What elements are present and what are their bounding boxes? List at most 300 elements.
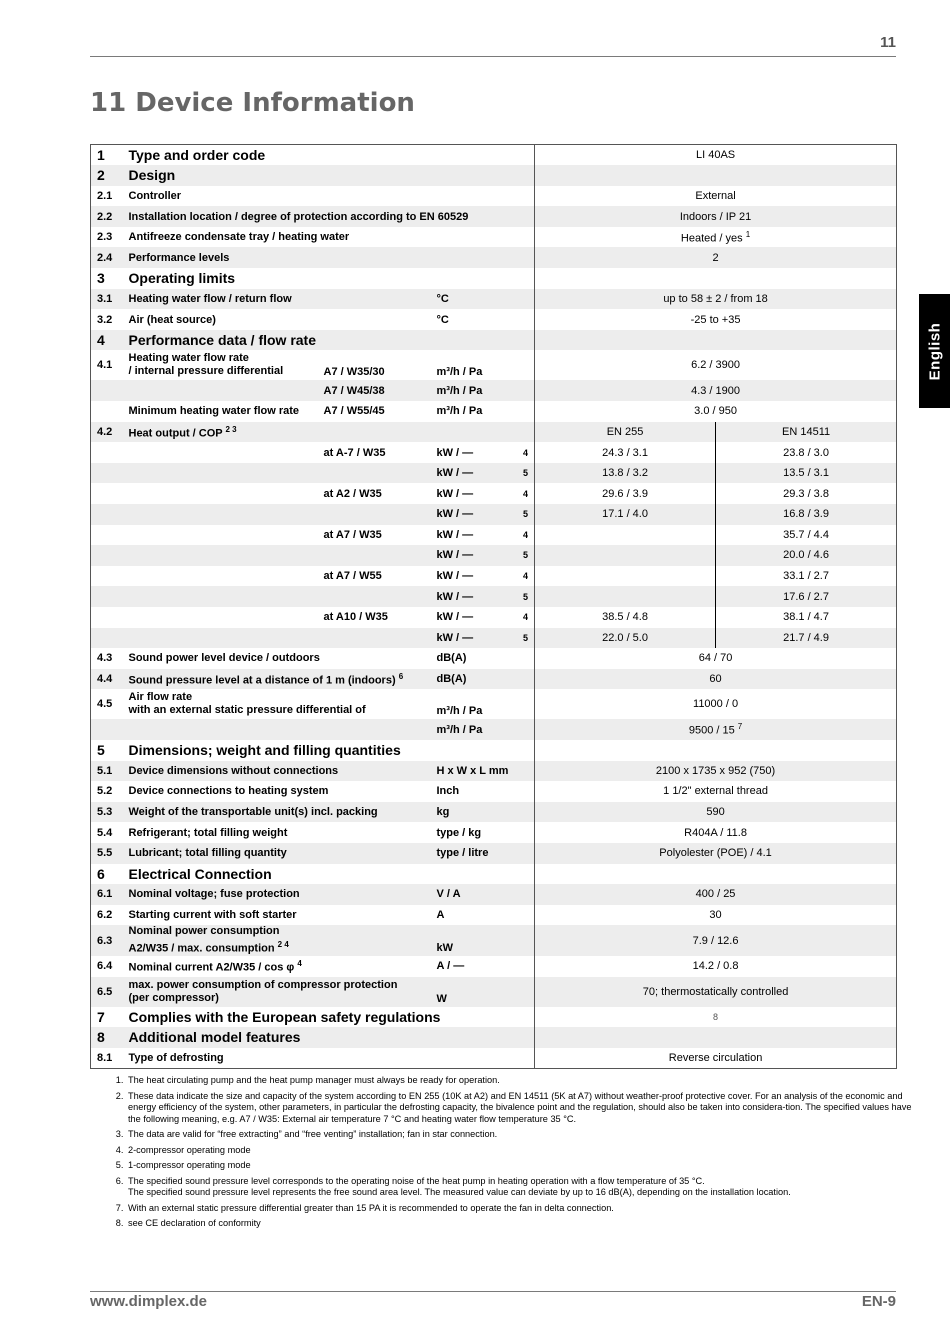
row-label <box>123 1048 535 1069</box>
table-row <box>91 607 897 628</box>
table-row <box>91 566 897 587</box>
value-en255: 22.0 / 5.0 <box>535 628 716 649</box>
row-condition: at A2 / W35 <box>323 487 382 500</box>
row-unit: W <box>431 977 535 1007</box>
value-en14511: 38.1 / 4.7 <box>783 611 829 624</box>
row-number <box>91 442 123 463</box>
row-label-line: / internal pressure differential <box>128 365 284 378</box>
row-label <box>123 463 318 484</box>
row-number: 4.5 <box>97 698 113 711</box>
row-condition <box>318 504 431 525</box>
row-unit: m³/h / Pa <box>436 366 483 379</box>
row-label <box>123 586 318 607</box>
row-value <box>535 864 897 885</box>
row-number: 3.1 <box>91 289 123 310</box>
section-row <box>91 145 897 166</box>
row-condition: at A7 / W35 <box>323 528 382 541</box>
row-number: 5.1 <box>91 761 123 782</box>
row-value <box>535 761 897 782</box>
row-label-line: Dimensions; weight and filling quantities <box>128 742 401 759</box>
row-label <box>123 289 431 310</box>
row-label <box>123 380 318 401</box>
row-value-text: 400 / 25 <box>695 888 736 901</box>
row-value-text: up to 58 ± 2 / from 18 <box>663 292 768 305</box>
row-label-line: Performance levels <box>128 251 230 264</box>
row-unit: °C <box>431 289 535 310</box>
table-row <box>91 380 897 401</box>
table-row <box>91 628 897 649</box>
row-label <box>123 186 535 207</box>
row-number <box>91 463 123 484</box>
row-value <box>535 740 897 761</box>
row-label-line: A2/W35 / max. consumption <box>128 942 275 955</box>
section-row <box>91 1027 897 1048</box>
row-label-line: Operating limits <box>128 270 236 287</box>
table-row <box>91 689 897 719</box>
row-label <box>123 525 318 546</box>
row-number <box>91 607 123 628</box>
row-label-line: Nominal voltage; fuse protection <box>128 888 300 901</box>
row-label-line: Heating water flow rate <box>128 352 249 365</box>
row-unit: kg <box>431 802 535 823</box>
row-label <box>123 422 318 443</box>
row-number: 5.5 <box>91 843 123 864</box>
row-number: 4 <box>91 330 123 351</box>
row-value-text: 1 1/2" external thread <box>663 785 768 798</box>
row-label-line: Performance data / flow rate <box>128 332 317 349</box>
row-value <box>535 977 897 1007</box>
table-row <box>91 309 897 330</box>
row-value-text: External <box>695 189 736 202</box>
top-rule <box>90 56 896 57</box>
table-row <box>91 463 897 484</box>
table-row <box>91 781 897 802</box>
row-number <box>91 545 123 566</box>
row-label <box>123 350 318 380</box>
row-number: 8 <box>91 1027 123 1048</box>
row-number: 8.1 <box>97 1051 113 1064</box>
row-label-line: Complies with the European safety regulations <box>128 1008 441 1025</box>
footnote-ref: 2 4 <box>277 940 289 950</box>
row-unit: m³/h / Pa <box>431 380 535 401</box>
row-condition: at A10 / W35 <box>323 611 388 624</box>
row-footnote-ref: 4 <box>523 612 529 623</box>
row-number: 6.5 <box>91 977 123 1007</box>
value-en14511: 35.7 / 4.4 <box>783 528 829 541</box>
row-value-text: 2 <box>712 251 719 264</box>
section-row <box>91 165 897 186</box>
row-label <box>123 607 318 628</box>
row-number <box>91 525 123 546</box>
row-value <box>535 145 897 166</box>
row-unit: Inch <box>436 785 460 798</box>
table-row <box>91 648 897 669</box>
row-label-line: Weight of the transportable unit(s) incl. packing <box>128 806 378 819</box>
row-unit: H x W x L mm <box>431 761 535 782</box>
footnote: 2. These data indicate the size and capacity of the system according to EN 255 (10K at A2) and EN 14511 (5K at A7) without weather-proof protective cover. For an analysis of the economic and energy efficiency of the system, other parameters, in particular the defrosting capacity, the bivalence point and the regulation, should also be taken into considera-tion. The specified values have the following meaning, e.g. A7 / W35: External air temperature 7 °C and heating water flow temperature 35 °C. <box>126 1091 912 1126</box>
row-unit: °C <box>436 313 449 326</box>
row-label <box>123 1027 535 1048</box>
row-label-line: Installation location / degree of protection according to EN 60529 <box>128 210 469 223</box>
row-value <box>535 925 897 956</box>
row-unit: kW / — <box>431 545 517 566</box>
row-unit: kW / — <box>436 528 474 541</box>
row-label <box>123 309 431 330</box>
row-footnote-ref: 4 <box>523 529 529 540</box>
footnote-ref: 1 <box>745 229 751 239</box>
row-value <box>535 884 897 905</box>
value-en255: 29.6 / 3.9 <box>535 483 716 504</box>
row-value <box>535 247 897 268</box>
table-row <box>91 761 897 782</box>
language-tab-label: English <box>926 322 944 380</box>
row-unit: A <box>436 908 445 921</box>
value-en14511: 20.0 / 4.6 <box>716 545 897 566</box>
value-en14511: 17.6 / 2.7 <box>716 586 897 607</box>
row-number: 6.1 <box>91 884 123 905</box>
row-number: 6.3 <box>91 925 123 956</box>
table-row <box>91 350 897 380</box>
row-label-line: Type of defrosting <box>128 1051 224 1064</box>
row-value <box>535 1007 897 1028</box>
row-value-text: 590 <box>706 806 725 819</box>
row-label <box>123 227 535 248</box>
row-condition: A7 / W55/45 <box>323 405 385 418</box>
table-row <box>91 719 897 740</box>
table-row <box>91 504 897 525</box>
row-label <box>123 145 535 166</box>
row-label <box>123 504 318 525</box>
row-label <box>123 268 535 289</box>
row-value <box>535 689 897 719</box>
row-value <box>535 206 897 227</box>
row-label <box>123 545 318 566</box>
page-title: 11 Device Information <box>90 88 415 118</box>
table-row <box>91 545 897 566</box>
value-en14511: 21.7 / 4.9 <box>716 628 897 649</box>
row-label-line: Nominal power consumption <box>128 925 280 938</box>
table-row <box>91 586 897 607</box>
row-value-text: -25 to +35 <box>690 313 741 326</box>
table-row <box>91 422 897 443</box>
footer-url[interactable]: www.dimplex.de <box>90 1293 207 1310</box>
row-condition: at A7 / W55 <box>323 570 382 583</box>
row-label-line: Sound power level device / outdoors <box>128 652 320 665</box>
value-en255: 17.1 / 4.0 <box>535 504 716 525</box>
table-row <box>91 289 897 310</box>
row-number <box>91 566 123 587</box>
row-value-text: LI 40AS <box>695 149 736 162</box>
row-footnote-ref: 5 <box>517 545 535 566</box>
row-number: 3.2 <box>97 313 113 326</box>
value-en255 <box>535 525 716 546</box>
row-number: 2.4 <box>91 247 123 268</box>
row-value-text: 11000 / 0 <box>693 698 739 711</box>
row-footnote-ref: 5 <box>517 463 535 484</box>
row-value-text: R404A / 11.8 <box>684 826 747 839</box>
row-label-line: Electrical Connection <box>128 865 272 882</box>
row-unit: kW / — <box>436 570 474 583</box>
section-row <box>91 1007 897 1028</box>
value-en14511: EN 14511 <box>716 422 897 443</box>
table-row <box>91 186 897 207</box>
row-condition: at A-7 / W35 <box>323 446 386 459</box>
row-value <box>535 1027 897 1048</box>
row-unit: kW / — <box>436 446 474 459</box>
row-footnote-ref: 4 <box>523 571 529 582</box>
value-en255: 13.8 / 3.2 <box>535 463 716 484</box>
row-condition: A7 / W35/30 <box>323 366 385 379</box>
row-number: 2.2 <box>91 206 123 227</box>
row-condition <box>318 422 431 443</box>
table-row <box>91 206 897 227</box>
row-value <box>535 309 897 330</box>
row-value-text: Indoors / IP 21 <box>679 210 752 223</box>
row-number <box>91 504 123 525</box>
table-row <box>91 843 897 864</box>
row-value-text: 60 <box>709 673 722 686</box>
row-value <box>535 648 897 669</box>
row-label <box>123 483 318 504</box>
row-label-line: Air flow rate <box>128 691 193 704</box>
row-label-line: max. power consumption of compressor protection <box>128 978 398 991</box>
value-en255: 38.5 / 4.8 <box>535 607 716 628</box>
table-row <box>91 525 897 546</box>
row-condition <box>318 628 431 649</box>
row-condition <box>318 586 431 607</box>
table-row <box>91 956 897 977</box>
row-label-text: Heat output / COP <box>128 427 223 440</box>
row-value <box>535 905 897 926</box>
row-value <box>535 380 897 401</box>
row-label <box>123 330 535 351</box>
section-row <box>91 864 897 885</box>
table-row <box>91 483 897 504</box>
row-label <box>123 802 431 823</box>
row-label <box>123 689 431 719</box>
row-label <box>123 1007 535 1028</box>
row-label <box>123 740 535 761</box>
row-label-line: Minimum heating water flow rate <box>128 405 300 418</box>
row-number: 4.2 <box>91 422 123 443</box>
row-label-line: (per compressor) <box>128 991 219 1004</box>
row-number: 3 <box>97 270 105 287</box>
row-number: 5.4 <box>97 826 113 839</box>
table-row <box>91 442 897 463</box>
footnote: 3. The data are valid for “free extracting” and “free venting” installation; fan in star connection. <box>126 1129 912 1141</box>
row-label-line: Device connections to heating system <box>128 785 329 798</box>
table-row <box>91 884 897 905</box>
value-en14511: 23.8 / 3.0 <box>783 446 829 459</box>
table-row <box>91 1048 897 1069</box>
row-number <box>91 586 123 607</box>
row-label-line: with an external static pressure differential of <box>128 704 366 717</box>
table-row <box>91 669 897 690</box>
footnote: 5. 1-compressor operating mode <box>126 1160 912 1172</box>
row-label <box>123 761 431 782</box>
row-value-text: 6.2 / 3900 <box>691 359 741 372</box>
footnote: 7. With an external static pressure differential greater than 15 PA it is recommended to operate the fan in delta connection. <box>126 1203 912 1215</box>
footnote-ref: 4 <box>297 958 302 968</box>
row-number <box>91 483 123 504</box>
row-number: 5.2 <box>97 785 113 798</box>
row-value-text: 7.9 / 12.6 <box>692 934 739 947</box>
bottom-rule <box>90 1291 896 1292</box>
value-en14511: 33.1 / 2.7 <box>783 570 829 583</box>
row-label <box>123 566 318 587</box>
row-number <box>91 401 123 422</box>
row-label-line: Type and order code <box>128 147 266 164</box>
row-value-text: Heated / yes <box>680 232 743 245</box>
row-label-line: Refrigerant; total filling weight <box>128 826 288 839</box>
row-footnote-ref: 5 <box>517 586 535 607</box>
table-row <box>91 247 897 268</box>
row-value-text: 70; thermostatically controlled <box>642 985 789 998</box>
row-value-text: 4.3 / 1900 <box>691 384 741 397</box>
row-label-line: Additional model features <box>128 1029 301 1046</box>
footnote: 8. see CE declaration of conformity <box>126 1218 912 1230</box>
row-number: 4.3 <box>97 652 113 665</box>
row-label <box>123 628 318 649</box>
row-label-line: Antifreeze condensate tray / heating water <box>128 231 350 244</box>
row-unit: kW / — <box>431 504 517 525</box>
row-unit: A / — <box>436 960 465 973</box>
row-value <box>535 802 897 823</box>
row-footnote-ref: 5 <box>517 504 535 525</box>
row-label-line: Device dimensions without connections <box>128 764 339 777</box>
row-label <box>123 648 431 669</box>
row-value <box>535 401 897 422</box>
row-label <box>123 884 431 905</box>
row-value-text: 8 <box>713 1011 719 1022</box>
row-value <box>535 669 897 690</box>
row-unit: m³/h / Pa <box>436 405 483 418</box>
row-value <box>535 227 897 248</box>
row-unit: m³/h / Pa <box>431 719 535 740</box>
row-label <box>123 165 535 186</box>
table-row <box>91 401 897 422</box>
row-label-line: Controller <box>128 189 182 202</box>
row-label <box>123 669 431 690</box>
row-condition: A7 / W45/38 <box>318 380 431 401</box>
row-number: 4.4 <box>91 669 123 690</box>
row-number <box>91 719 123 740</box>
row-unit: dB(A) <box>431 669 535 690</box>
row-label <box>123 247 535 268</box>
value-en14511: 16.8 / 3.9 <box>716 504 897 525</box>
table-row <box>91 227 897 248</box>
row-unit <box>431 422 517 443</box>
row-unit: dB(A) <box>436 652 467 665</box>
row-number: 6.2 <box>97 908 113 921</box>
row-number: 1 <box>97 147 105 164</box>
row-label <box>123 822 431 843</box>
row-label <box>123 401 318 422</box>
row-label-line: Design <box>128 167 176 184</box>
value-en255 <box>535 566 716 587</box>
row-condition <box>318 463 431 484</box>
row-label <box>123 956 431 977</box>
value-en14511: 29.3 / 3.8 <box>783 487 829 500</box>
row-number <box>91 380 123 401</box>
row-unit: kW <box>431 925 535 956</box>
row-value-text: Polyolester (POE) / 4.1 <box>659 847 772 860</box>
value-en255: 24.3 / 3.1 <box>535 442 716 463</box>
row-value <box>535 843 897 864</box>
page-number: 11 <box>880 34 896 51</box>
row-label <box>123 442 318 463</box>
row-label-line: Starting current with soft starter <box>128 908 297 921</box>
row-label <box>123 925 431 956</box>
row-unit: kW / — <box>431 628 517 649</box>
row-number: 2.1 <box>97 189 113 202</box>
row-value-text: Reverse circulation <box>668 1051 763 1064</box>
row-value-text: 9500 / 15 <box>688 724 735 737</box>
row-label <box>123 864 535 885</box>
section-row <box>91 740 897 761</box>
row-value <box>535 719 897 740</box>
row-unit: kW / — <box>431 463 517 484</box>
row-unit: kW / — <box>431 586 517 607</box>
row-footnote-ref: 4 <box>523 488 529 499</box>
row-unit: type / kg <box>436 826 482 839</box>
table-row <box>91 822 897 843</box>
row-number: 6 <box>97 865 105 882</box>
row-value-text: 64 / 70 <box>698 652 733 665</box>
row-value <box>535 289 897 310</box>
row-value <box>535 822 897 843</box>
row-value <box>535 165 897 186</box>
row-number: 2 <box>91 165 123 186</box>
row-unit: kW / — <box>436 611 474 624</box>
footnote-ref: 7 <box>737 722 743 732</box>
footnotes <box>90 1075 912 1234</box>
table-row <box>91 905 897 926</box>
table-row <box>91 925 897 956</box>
row-value-text: 3.0 / 950 <box>694 405 737 418</box>
row-number: 6.4 <box>97 960 113 973</box>
row-label-line: Sound pressure level at a distance of 1 m (indoors) <box>128 674 396 687</box>
row-label-line: Air (heat source) <box>128 313 216 326</box>
row-label-line: Heating water flow / return flow <box>128 292 292 305</box>
row-value <box>535 186 897 207</box>
row-condition <box>318 545 431 566</box>
footnote-ref: 6 <box>398 671 404 681</box>
table-row <box>91 802 897 823</box>
device-information-table <box>90 144 897 1069</box>
row-label-line: Nominal current A2/W35 / cos φ <box>128 961 295 974</box>
row-label <box>123 843 431 864</box>
row-number: 7 <box>97 1008 105 1025</box>
row-value <box>535 330 897 351</box>
row-number: 5 <box>97 742 105 759</box>
row-label-line: Lubricant; total filling quantity <box>128 847 287 860</box>
value-en14511: 13.5 / 3.1 <box>716 463 897 484</box>
row-value <box>535 781 897 802</box>
row-value-text: 14.2 / 0.8 <box>692 960 739 973</box>
table-row <box>91 977 897 1007</box>
language-tab[interactable] <box>919 294 950 408</box>
row-label <box>123 719 431 740</box>
row-label <box>123 977 431 1007</box>
footnote: 1. The heat circulating pump and the heat pump manager must always be ready for operation. <box>126 1075 912 1087</box>
value-en255: EN 255 <box>535 422 716 443</box>
row-number: 2.3 <box>97 231 113 244</box>
row-unit: m³/h / Pa <box>436 705 483 718</box>
row-number: 4.1 <box>97 359 113 372</box>
section-row <box>91 330 897 351</box>
row-value-text: 2100 x 1735 x 952 (750) <box>655 764 776 777</box>
